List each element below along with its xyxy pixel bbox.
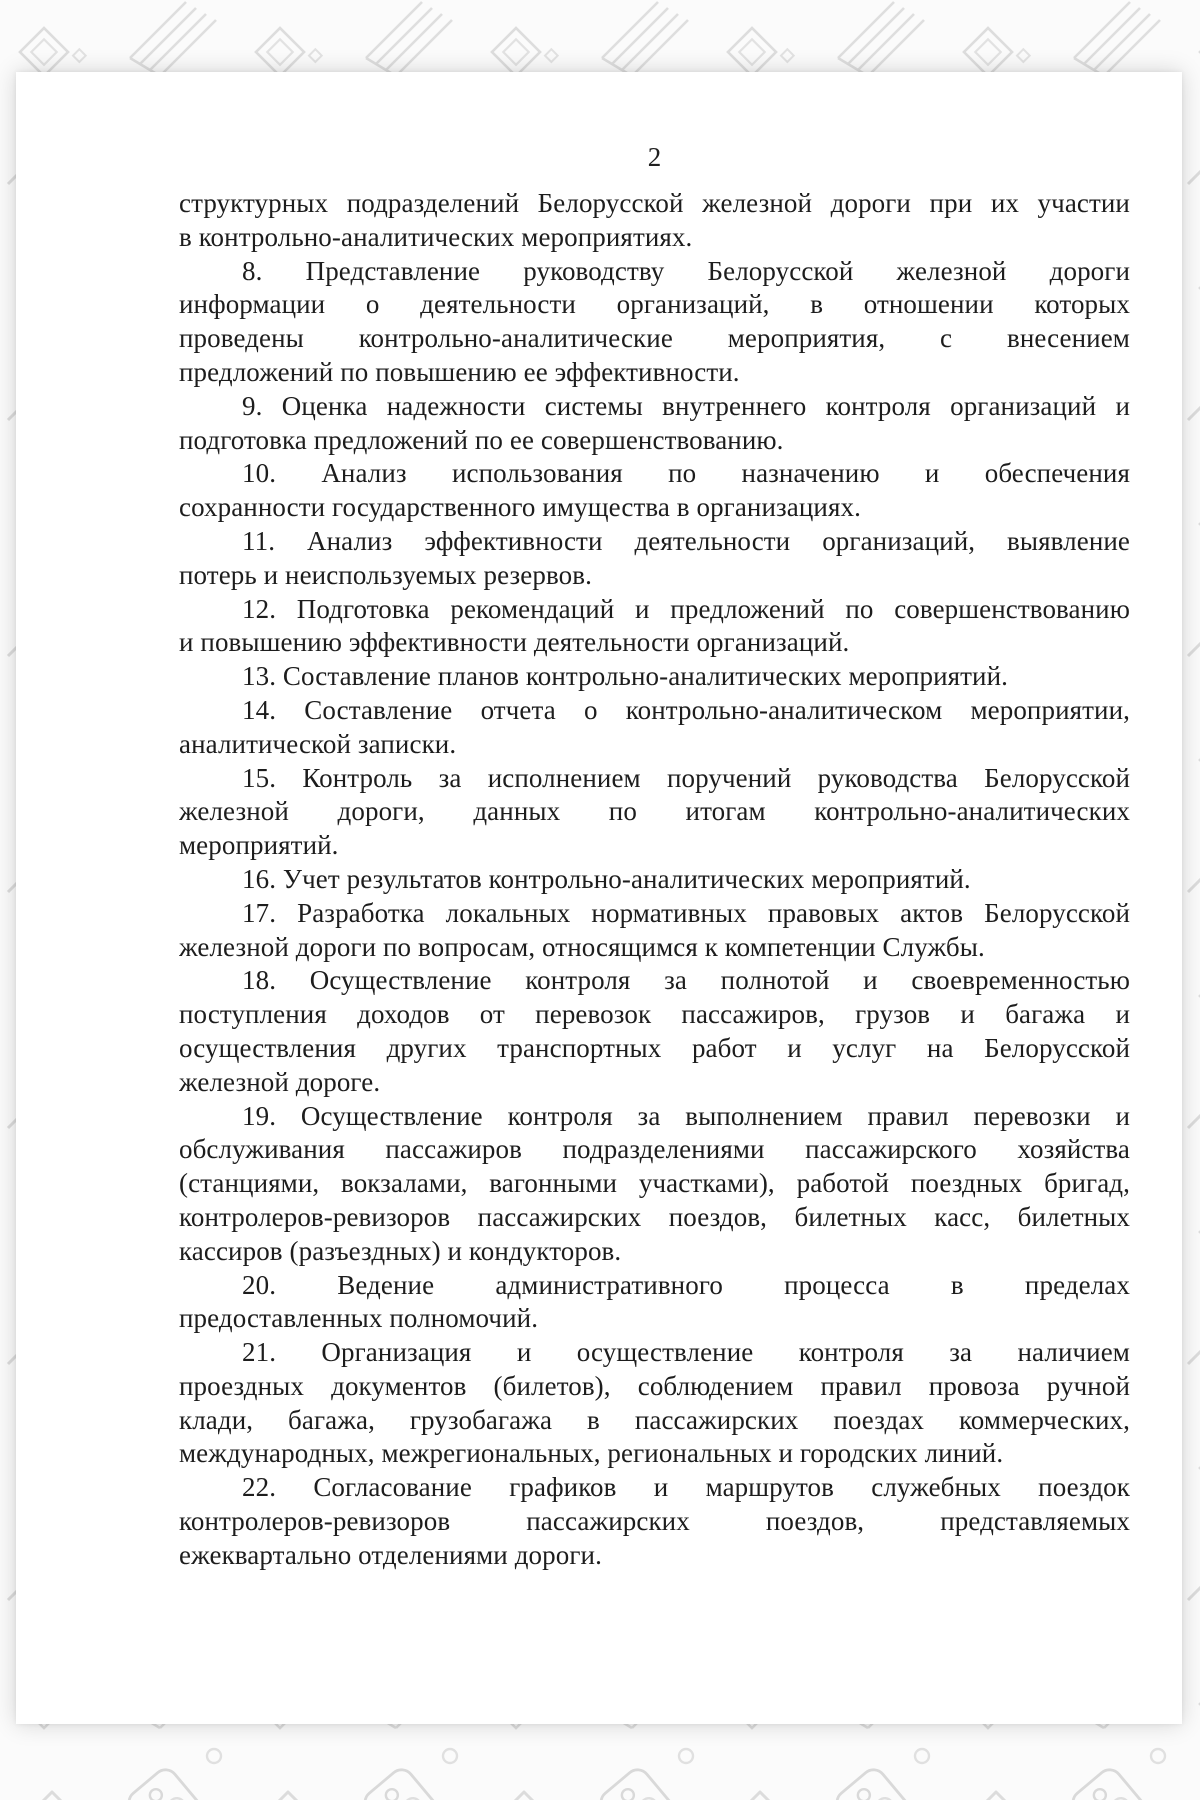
text-line: 10. Анализ использования по назначению и обеспечения [242,458,1130,489]
text-line: осуществления других транспортных работ и услуг на Белорусской [179,1032,1130,1063]
text-line: 19. Осуществление контроля за выполнением правил перевозки и [242,1100,1130,1131]
text-line: 13. Составление планов контрольно-аналитических мероприятий. [242,661,1009,692]
text-line: контролеров-ревизоров пассажирских поездов, представляемых [179,1506,1130,1537]
text-line: предложений по повышению ее эффективности. [179,356,740,387]
text-line: 14. Составление отчета о контрольно-аналитическом мероприятии, [242,694,1130,725]
text-line: в контрольно-аналитических мероприятиях. [179,221,693,252]
text-line: железной дороги по вопросам, относящимся к компетенции Службы. [179,931,985,962]
text-line: предоставленных полномочий. [179,1303,539,1334]
paragraph [179,660,1130,694]
paragraph [179,762,1130,863]
text-line: структурных подразделений Белорусской железной дороги при их участии [179,188,1130,218]
text-line: сохранности государственного имущества в организациях. [179,492,861,523]
text-line: мероприятий. [179,830,339,861]
text-line: 16. Учет результатов контрольно-аналитических мероприятий. [242,863,971,894]
text-line: (станциями, вокзалами, вагонными участками), работой поездных бригад, [179,1168,1130,1199]
paragraph [179,1336,1130,1471]
text-line: 15. Контроль за исполнением поручений руководства Белорусской [242,762,1130,793]
text-line: 17. Разработка локальных нормативных правовых актов Белорусской [242,897,1130,928]
text-line: проездных документов (билетов), соблюдением правил провоза ручной [179,1370,1130,1401]
text-line: обслуживания пассажиров подразделениями пассажирского хозяйства [179,1134,1130,1165]
paragraph [179,525,1130,593]
text-line: кассиров (разъездных) и кондукторов. [179,1235,622,1266]
text-line: информации о деятельности организаций, в отношении которых [179,289,1130,320]
paragraph [179,255,1130,390]
text-line: аналитической записки. [179,728,457,759]
text-line: международных, межрегиональных, региональных и городских линий. [179,1438,1004,1469]
paragraph [179,593,1130,661]
text-line: контролеров-ревизоров пассажирских поездов, билетных касс, билетных [179,1201,1130,1232]
text-line: потерь и неиспользуемых резервов. [179,559,592,590]
text-line: поступления доходов от перевозок пассажиров, грузов и багажа и [179,999,1130,1030]
text-line: 8. Представление руководству Белорусской железной дороги [242,255,1130,286]
text-line: 22. Согласование графиков и маршрутов служебных поездок [242,1472,1130,1503]
text-line: 18. Осуществление контроля за полнотой и своевременностью [242,965,1130,996]
paragraph [179,897,1130,965]
text-line: подготовка предложений по ее совершенствованию. [179,424,784,455]
text-line: железной дороге. [179,1066,381,1097]
text-line: 20. Ведение административного процесса в пределах [242,1269,1130,1300]
text-line: ежеквартально отделениями дороги. [179,1539,602,1570]
paragraph [179,390,1130,458]
page-number: 2 [647,142,662,172]
text-line: 9. Оценка надежности системы внутреннего контроля организаций и [242,390,1130,421]
text-line: 21. Организация и осуществление контроля за наличием [242,1337,1130,1368]
text-line: клади, багажа, грузобагажа в пассажирских поездах коммерческих, [179,1404,1130,1435]
text-line: 12. Подготовка рекомендаций и предложений по совершенствованию [242,593,1130,624]
paragraph [179,187,1130,255]
text-line: проведены контрольно-аналитические мероприятия, с внесением [179,323,1130,354]
paragraph [179,694,1130,762]
text-line: и повышению эффективности деятельности организаций. [179,627,850,658]
paragraph [179,1100,1130,1269]
paragraph [179,457,1130,525]
document-body [179,187,1130,1573]
paragraph [179,964,1130,1099]
text-line: железной дороги, данных по итогам контрольно-аналитических [179,796,1130,827]
document-page [16,72,1182,1724]
paragraph [179,1471,1130,1572]
paragraph [179,1269,1130,1337]
text-line: 11. Анализ эффективности деятельности организаций, выявление [242,525,1130,556]
paragraph [179,863,1130,897]
